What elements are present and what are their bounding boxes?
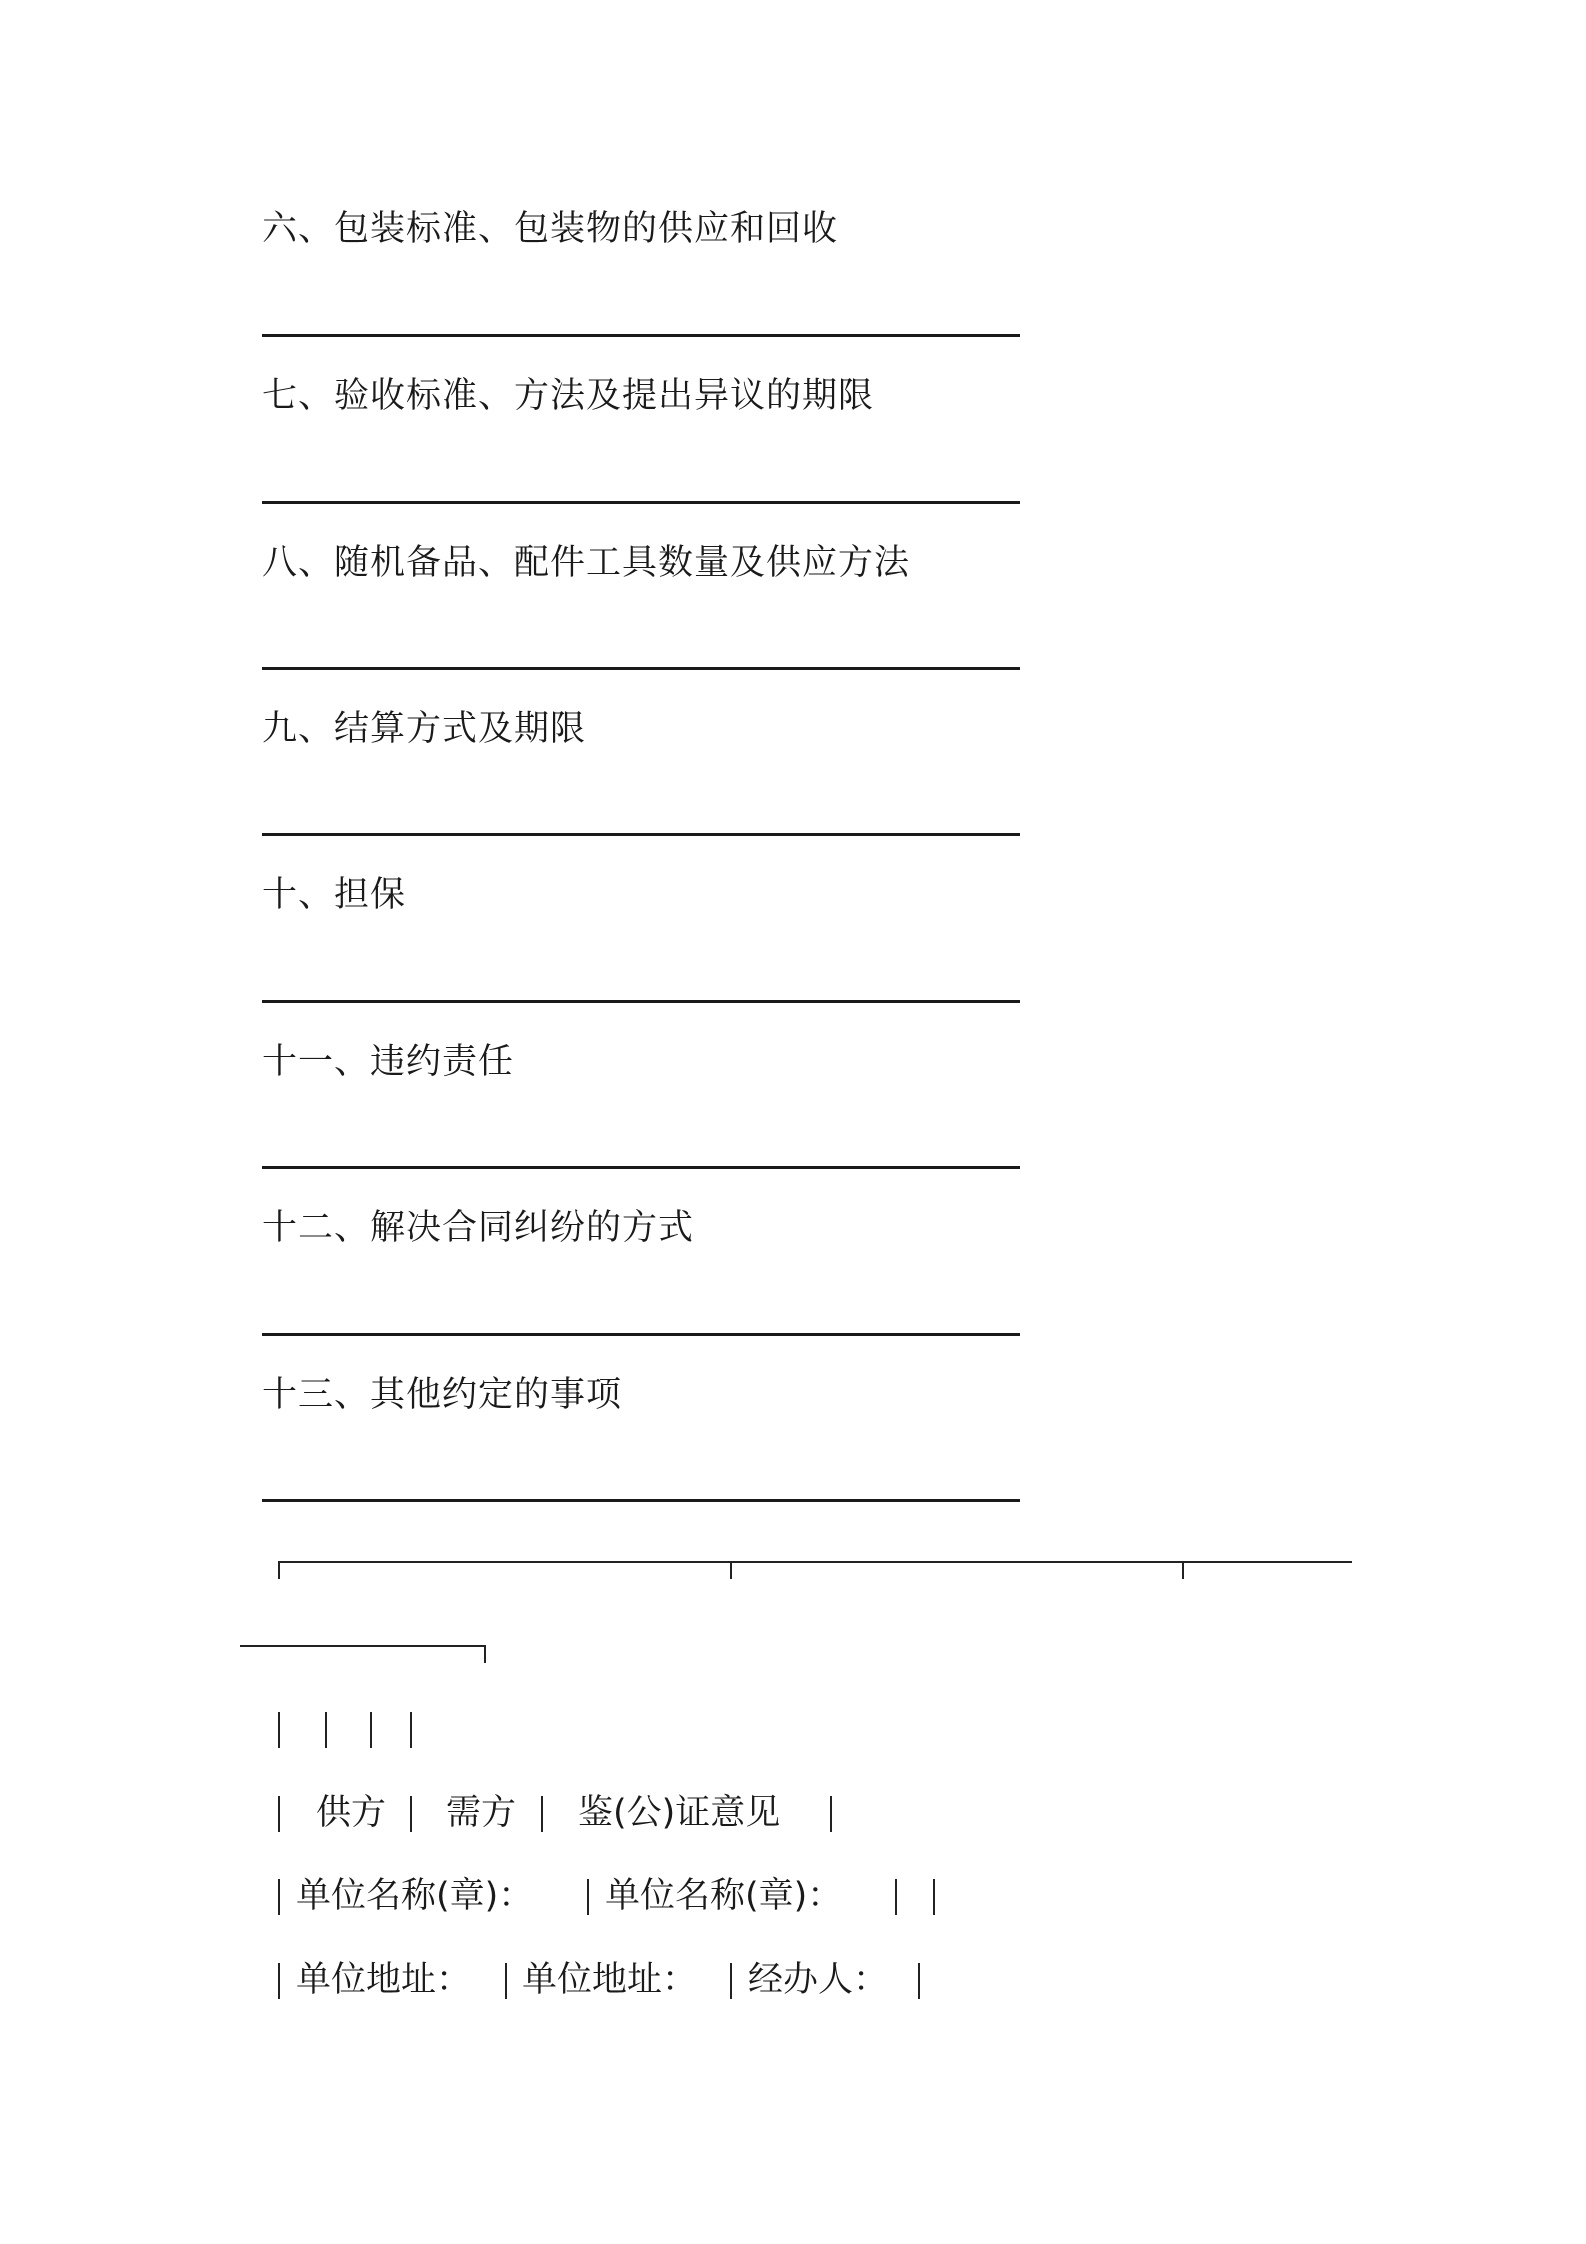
fill-in-line bbox=[262, 833, 1020, 836]
notary-handler: 经办人： bbox=[748, 1960, 889, 2000]
table-divider bbox=[278, 1712, 280, 1748]
section-heading-7: 七、验收标准、方法及提出异议的期限 bbox=[262, 376, 875, 416]
supplier-unit-address: 单位地址： bbox=[296, 1960, 472, 2000]
table-divider bbox=[325, 1712, 327, 1748]
table-divider bbox=[505, 1963, 507, 1999]
section-heading-10: 十、担保 bbox=[262, 875, 407, 915]
buyer-unit-name: 单位名称(章)： bbox=[605, 1876, 843, 1916]
table-top-border bbox=[278, 1561, 1352, 1563]
header-notary: 鉴(公)证意见 bbox=[578, 1793, 781, 1833]
table-divider bbox=[730, 1963, 732, 1999]
table-divider bbox=[410, 1796, 412, 1832]
table-divider bbox=[541, 1796, 543, 1832]
table-divider bbox=[410, 1712, 412, 1748]
table-divider bbox=[278, 1796, 280, 1832]
table-divider bbox=[933, 1879, 935, 1915]
fill-in-line bbox=[262, 667, 1020, 670]
table-divider bbox=[730, 1561, 732, 1579]
section-heading-11: 十一、违约责任 bbox=[262, 1042, 515, 1082]
section-heading-9: 九、结算方式及期限 bbox=[262, 709, 587, 749]
fill-in-line bbox=[262, 1333, 1020, 1336]
table-divider bbox=[1182, 1561, 1184, 1579]
table-divider bbox=[587, 1879, 589, 1915]
header-supplier: 供方 bbox=[316, 1793, 387, 1833]
section-heading-6: 六、包装标准、包装物的供应和回收 bbox=[262, 209, 839, 249]
fill-in-line bbox=[262, 501, 1020, 504]
supplier-unit-name: 单位名称(章)： bbox=[296, 1876, 534, 1916]
header-buyer: 需方 bbox=[446, 1793, 517, 1833]
buyer-unit-address: 单位地址： bbox=[522, 1960, 698, 2000]
table-divider bbox=[918, 1963, 920, 1999]
fill-in-line bbox=[262, 334, 1020, 337]
table-divider bbox=[278, 1963, 280, 1999]
section-heading-8: 八、随机备品、配件工具数量及供应方法 bbox=[262, 543, 911, 583]
table-divider bbox=[278, 1561, 280, 1579]
table-divider bbox=[278, 1879, 280, 1915]
fill-in-line bbox=[262, 1166, 1020, 1169]
table-divider bbox=[484, 1645, 486, 1663]
table-border-fragment bbox=[240, 1645, 486, 1647]
fill-in-line bbox=[262, 1000, 1020, 1003]
fill-in-line bbox=[262, 1499, 1020, 1502]
section-heading-12: 十二、解决合同纠纷的方式 bbox=[262, 1208, 695, 1248]
table-divider bbox=[830, 1796, 832, 1832]
section-heading-13: 十三、其他约定的事项 bbox=[262, 1375, 623, 1415]
table-divider bbox=[895, 1879, 897, 1915]
table-divider bbox=[370, 1712, 372, 1748]
